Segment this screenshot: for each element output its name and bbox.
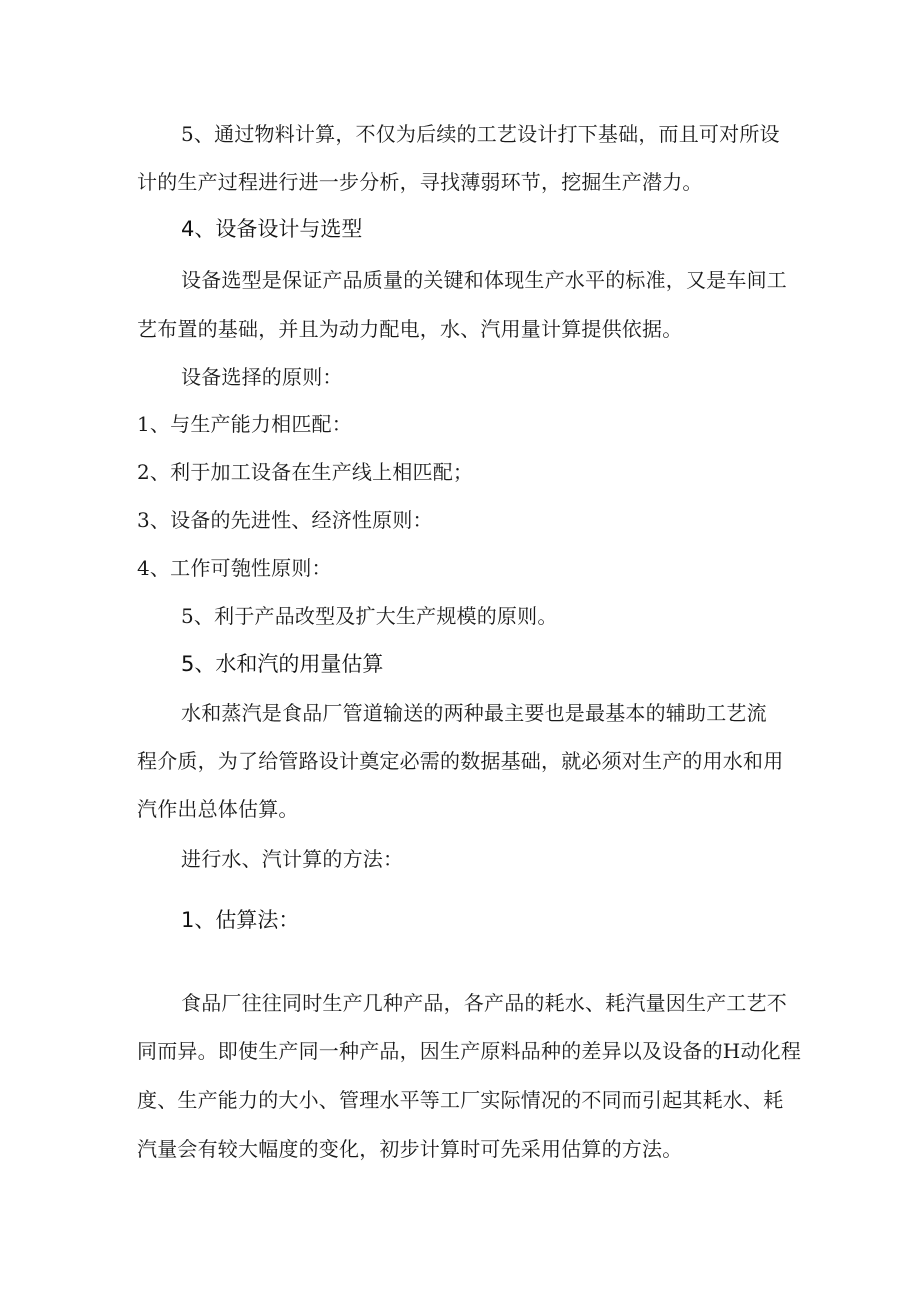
principles-label: 设备选择的原则： bbox=[181, 365, 343, 389]
paragraph-line: 汽量会有较大幅度的变化，初步计算时可先采用估算的方法。 bbox=[137, 1137, 683, 1161]
paragraph-line: 汽作出总体估算。 bbox=[137, 797, 299, 821]
paragraph-line: 设备选型是保证产品质量的关键和体现生产水平的标准，又是车间工 bbox=[181, 268, 787, 292]
paragraph-line: 5、通过物料计算，不仅为后续的工艺设计打下基础，而且可对所设 bbox=[181, 122, 780, 146]
list-item: 1、与生产能力相匹配： bbox=[137, 412, 352, 436]
list-item: 2、利于加工设备在生产线上相匹配； bbox=[137, 460, 474, 484]
section-heading-estimate: 1、估算法： bbox=[181, 908, 300, 932]
section-heading-water-steam: 5、水和汽的用量估算 bbox=[181, 652, 384, 676]
list-item: 4、工作可匏性原则： bbox=[137, 556, 332, 580]
paragraph-line: 食品厂往往同时生产几种产品，各产品的耗水、耗汽量因生产工艺不 bbox=[181, 991, 787, 1015]
section-heading-equipment: 4、设备设计与选型 bbox=[181, 217, 363, 241]
paragraph-line: 同而异。即使生产同一种产品，因生产原料品种的差异以及设备的H动化程 bbox=[137, 1039, 802, 1063]
paragraph-line: 水和蒸汽是食品厂管道输送的两种最主要也是最基本的辅助工艺流 bbox=[181, 701, 767, 725]
list-item: 5、利于产品改型及扩大生产规模的原则。 bbox=[181, 604, 558, 628]
paragraph-line: 度、生产能力的大小、管理水平等工厂实际情况的不同而引起其耗水、耗 bbox=[137, 1088, 784, 1112]
paragraph-line: 计的生产过程进行进一步分析，寻找薄弱环节，挖掘生产潜力。 bbox=[137, 170, 703, 194]
paragraph-line: 艺布置的基础，并且为动力配电，水、汽用量计算提供依据。 bbox=[137, 317, 683, 341]
paragraph-line: 程介质，为了给管路设计奠定必需的数据基础，就必须对生产的用水和用 bbox=[137, 749, 784, 773]
list-item: 3、设备的先进性、经济性原则： bbox=[137, 508, 433, 532]
method-label: 进行水、汽计算的方法： bbox=[181, 847, 404, 871]
